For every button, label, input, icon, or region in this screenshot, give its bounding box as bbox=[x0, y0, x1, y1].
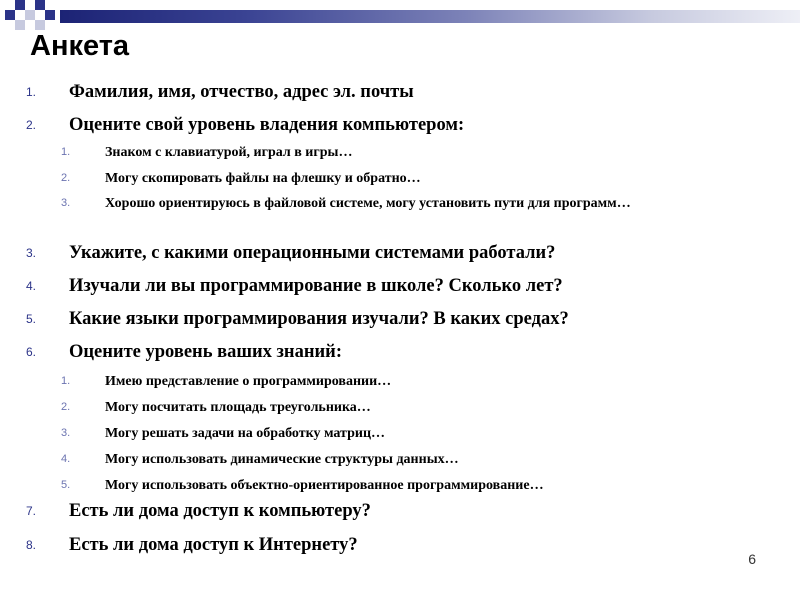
answer-number: 3. bbox=[61, 427, 71, 439]
question-number: 6. bbox=[26, 345, 37, 359]
question-text: Есть ли дома доступ к Интернету? bbox=[69, 535, 358, 555]
question-text: Фамилия, имя, отчество, адрес эл. почты bbox=[69, 82, 414, 102]
question-text: Изучали ли вы программирование в школе? Сколько лет? bbox=[69, 276, 563, 296]
answer-text: Могу использовать объектно-ориентированное программирование… bbox=[105, 478, 544, 493]
question-number: 2. bbox=[26, 118, 37, 132]
question-text: Какие языки программирования изучали? В каких средах? bbox=[69, 309, 569, 329]
page-number: 6 bbox=[748, 551, 756, 567]
question-number: 7. bbox=[26, 504, 37, 518]
answer-number: 2. bbox=[61, 401, 71, 413]
question-text: Укажите, с какими операционными системами работали? bbox=[69, 243, 556, 263]
answer-number: 1. bbox=[61, 375, 71, 387]
question-text: Оцените свой уровень владения компьютером: bbox=[69, 115, 465, 135]
slide-title: Анкета bbox=[30, 30, 130, 62]
answer-text: Могу посчитать площадь треугольника… bbox=[105, 400, 371, 415]
answer-number: 4. bbox=[61, 453, 71, 465]
question-number: 8. bbox=[26, 538, 37, 552]
answer-text: Могу решать задачи на обработку матриц… bbox=[105, 426, 386, 441]
answer-number: 5. bbox=[61, 479, 71, 491]
question-text: Есть ли дома доступ к компьютеру? bbox=[69, 501, 371, 521]
question-number: 3. bbox=[26, 246, 37, 260]
question-number: 1. bbox=[26, 85, 37, 99]
answer-text: Знаком с клавиатурой, играл в игры… bbox=[105, 145, 353, 160]
question-number: 4. bbox=[26, 279, 37, 293]
answer-number: 2. bbox=[61, 172, 71, 184]
question-text: Оцените уровень ваших знаний: bbox=[69, 342, 342, 362]
answer-text: Имею представление о программировании… bbox=[105, 374, 392, 389]
answer-text: Могу скопировать файлы на флешку и обратно… bbox=[105, 171, 421, 186]
answer-text: Хорошо ориентируюсь в файловой системе, могу установить пути для программ… bbox=[105, 196, 631, 211]
answer-number: 1. bbox=[61, 146, 71, 158]
answer-number: 3. bbox=[61, 197, 71, 209]
answer-text: Могу использовать динамические структуры данных… bbox=[105, 452, 459, 467]
question-number: 5. bbox=[26, 312, 37, 326]
